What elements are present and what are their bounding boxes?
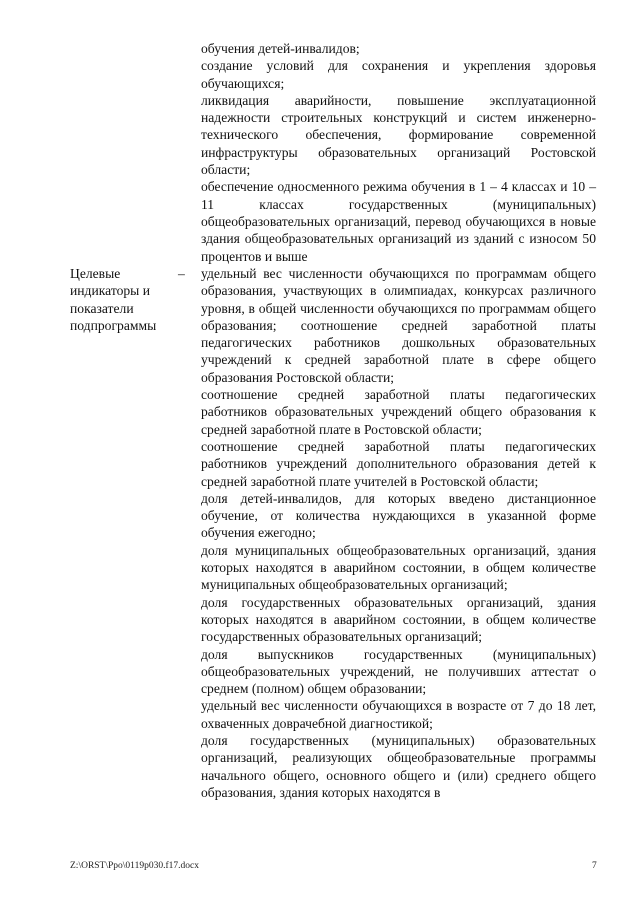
paragraph: создание условий для сохранения и укрепления здоровья обучающихся; — [201, 58, 596, 91]
section-label: Целевые индикаторы и показатели подпрограммы — [70, 266, 157, 333]
paragraph: ликвидация аварийности, повышение эксплуатационной надежности строительных конструкций и систем инженерно-технического обеспечения, формирование современной инфраструктуры образовательных организаций Ростовской области; — [201, 92, 596, 178]
indicators-list — [201, 265, 596, 801]
indicator-paragraph: доля государственных (муниципальных) образовательных организаций, реализующих общеобразовательные программы начального общего, основного общего и (или) среднего общего образования, здания которых находятся в — [201, 733, 596, 800]
indicator-paragraph: доля детей-инвалидов, для которых введено дистанционное обучение, от количества нуждающихся в указанной форме обучения ежегодно; — [201, 490, 596, 541]
indicator-paragraph: доля выпускников государственных (муниципальных) общеобразовательных учреждений, не получивших аттестат о среднем (полном) общем образовании; — [201, 646, 596, 697]
indicator-paragraph: удельный вес численности обучающихся в возрасте от 7 до 18 лет, охваченных доврачебной диагностикой; — [201, 698, 596, 731]
paragraph: обеспечение односменного режима обучения в 1 – 4 классах и 10 – 11 классах государственных (муниципальных) общеобразовательных организаций, перевод обучающихся в новые здания общеобразовательных организаций из зданий с износом 50 процентов и выше — [201, 179, 596, 264]
footer-page-number: 7 — [592, 861, 597, 871]
indicator-paragraph: доля муниципальных общеобразовательных организаций, здания которых находятся в аварийном состоянии, в общем количестве муниципальных общеобразовательных организаций; — [201, 542, 596, 593]
top-paragraphs — [201, 40, 596, 265]
label-dash: – — [178, 266, 185, 281]
paragraph: обучения детей-инвалидов; — [201, 41, 360, 56]
indicator-paragraph: доля государственных образовательных организаций, здания которых находятся в аварийном состоянии, в общем количестве государственных образовательных организаций; — [201, 594, 596, 645]
indicator-paragraph: соотношение средней заработной платы педагогических работников учреждений дополнительного образования детей к средней заработной плате учителей в Ростовской области; — [201, 438, 596, 489]
footer-file-path: Z:\ORST\Ppo\0119p030.f17.docx — [70, 861, 199, 871]
indicator-paragraph: удельный вес численности обучающихся по программам общего образования, участвующих в олимпиадах, конкурсах различного уровня, в общей численности обучающихся по программам общего образования; соотношение средней заработной платы педагогических работников дошкольных образовательных учреждений к средней заработной плате в сфере общего образования Ростовской области; — [201, 266, 596, 385]
indicator-paragraph: соотношение средней заработной платы педагогических работников образовательных учреждений общего образования к средней заработной плате в Ростовской области; — [201, 387, 596, 437]
